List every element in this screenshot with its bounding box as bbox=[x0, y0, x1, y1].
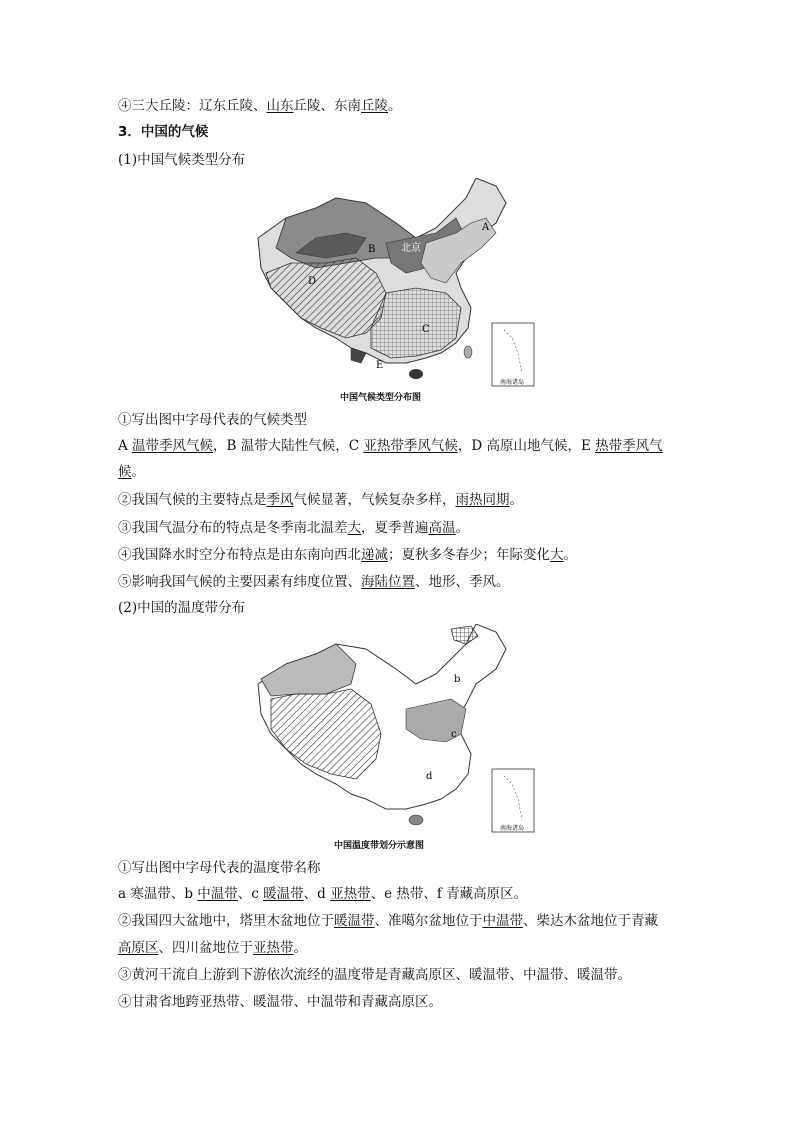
q4-line bbox=[118, 545, 577, 565]
punct: 。 bbox=[509, 492, 523, 508]
t1-answer-c: 暖温带 bbox=[263, 886, 304, 902]
t4-line: ④甘肃省地跨亚热带、暖温带、中温带和青藏高原区。 bbox=[118, 994, 442, 1010]
punct: 。 bbox=[293, 940, 307, 956]
q4-pre: ④我国降水时空分布特点是由东南向西北 bbox=[118, 547, 361, 563]
map1-label-a: A bbox=[482, 222, 490, 233]
q1-a-pre: A bbox=[118, 438, 133, 454]
t2-l2-mid: 、四川盆地位于 bbox=[158, 940, 253, 956]
q3-answer-1: 大 bbox=[347, 520, 361, 536]
hills-text: ④三大丘陵：辽东丘陵、 bbox=[118, 98, 267, 114]
t1-head: ①写出图中字母代表的温度带名称 bbox=[118, 860, 321, 876]
q5-tail: 、地形、季风。 bbox=[415, 574, 510, 590]
map1-label-e: E bbox=[376, 360, 384, 371]
t1-answer-b: 中温带 bbox=[197, 886, 238, 902]
punct: 。 bbox=[388, 98, 402, 114]
t2-line-1 bbox=[118, 911, 658, 931]
map2-inset bbox=[492, 769, 534, 832]
q1-d-pre: ，D 高原山地气候，E bbox=[457, 438, 596, 454]
q1-answer-a: 温带季风气候 bbox=[132, 438, 214, 454]
q2-pre: ②我国气候的主要特点是 bbox=[118, 492, 267, 508]
t2-answer-1: 暖温带 bbox=[334, 913, 375, 929]
map1-label-b: B bbox=[368, 244, 376, 255]
temperature-map bbox=[256, 624, 540, 836]
t1-d-pre: 、d bbox=[303, 886, 331, 902]
t3-line: ③黄河干流自上游到下游依次流经的温度带是青藏高原区、暖温带、中温带、暖温带。 bbox=[118, 967, 631, 983]
punct: 。 bbox=[455, 520, 469, 536]
punct: 。 bbox=[563, 547, 577, 563]
t1-answer-line bbox=[118, 884, 527, 904]
hills-line bbox=[118, 96, 402, 116]
t2-answer-3: 高原区 bbox=[118, 940, 159, 956]
map2-label-d: d bbox=[426, 771, 433, 782]
q3-line bbox=[118, 518, 469, 538]
map1-caption: 中国气候类型分布图 bbox=[340, 393, 422, 403]
map1-inset-label: 南海诸岛 bbox=[500, 379, 525, 386]
hills-answer-qiuling: 丘陵 bbox=[361, 98, 388, 114]
map2-label-c: c bbox=[451, 729, 457, 740]
q3-mid: ，夏季普遍 bbox=[361, 520, 429, 536]
map2-caption: 中国温度带划分示意图 bbox=[334, 841, 425, 851]
q2-answer-1: 季风 bbox=[266, 492, 294, 508]
t1-tail: 、e 热带、f 青藏高原区。 bbox=[370, 886, 528, 902]
t1-a-pre: a 寒温带、b bbox=[118, 886, 198, 902]
q1-b-pre: ，B 温带大陆性气候，C bbox=[213, 438, 364, 454]
q4-answer-2: 大 bbox=[550, 547, 564, 563]
map1-label-d: D bbox=[308, 276, 317, 287]
q1-answer-line-2 bbox=[118, 462, 145, 482]
q3-answer-2: 高温 bbox=[428, 520, 456, 536]
map1-label-c: C bbox=[422, 324, 430, 335]
q5-line bbox=[118, 572, 510, 592]
q1-answer-e-cont: 候 bbox=[118, 464, 132, 480]
t2-line-2 bbox=[118, 938, 307, 958]
hills-text-2: 丘陵、东南 bbox=[293, 98, 361, 114]
q1-answer-e: 热带季风气 bbox=[595, 438, 663, 454]
q5-answer-1: 海陆位置 bbox=[361, 574, 415, 590]
t2-answer-4: 亚热带 bbox=[253, 940, 294, 956]
q1-answer-line bbox=[118, 436, 663, 456]
q1-head: ①写出图中字母代表的气候类型 bbox=[118, 412, 307, 428]
q5-pre: ⑤影响我国气候的主要因素有纬度位置、 bbox=[118, 574, 361, 590]
climate-map bbox=[256, 178, 540, 390]
q4-answer-1: 递减 bbox=[361, 547, 388, 563]
t1-c-pre: 、c bbox=[237, 886, 264, 902]
q2-answer-2: 雨热同期 bbox=[455, 492, 510, 508]
t2-pre: ②我国四大盆地中，塔里木盆地位于 bbox=[118, 913, 334, 929]
map1-label-beijing: 北京 bbox=[401, 243, 421, 254]
q3-pre: ③我国气温分布的特点是冬季南北温差 bbox=[118, 520, 348, 536]
q1-answer-c: 亚热带季风气候 bbox=[363, 438, 458, 454]
section-title: 3．中国的气候 bbox=[118, 124, 209, 140]
hills-answer-shandong: 山东 bbox=[266, 98, 294, 114]
map1-inset bbox=[492, 323, 534, 386]
map2-label-b: b bbox=[454, 674, 461, 685]
q2-mid: 气候显著，气候复杂多样， bbox=[293, 492, 456, 508]
punct: 。 bbox=[131, 464, 145, 480]
subsection-temperature: (2)中国的温度带分布 bbox=[118, 600, 246, 616]
q2-line bbox=[118, 490, 523, 510]
t2-answer-2: 中温带 bbox=[482, 913, 523, 929]
map2-inset-label: 南海诸岛 bbox=[500, 825, 525, 832]
subsection-climate: (1)中国气候类型分布 bbox=[118, 152, 246, 168]
t1-answer-d: 亚热带 bbox=[330, 886, 371, 902]
t2-tail: 、柴达木盆地位于青藏 bbox=[523, 913, 658, 929]
q4-mid: ；夏秋多冬春少；年际变化 bbox=[388, 547, 550, 563]
t2-mid: 、准噶尔盆地位于 bbox=[374, 913, 483, 929]
